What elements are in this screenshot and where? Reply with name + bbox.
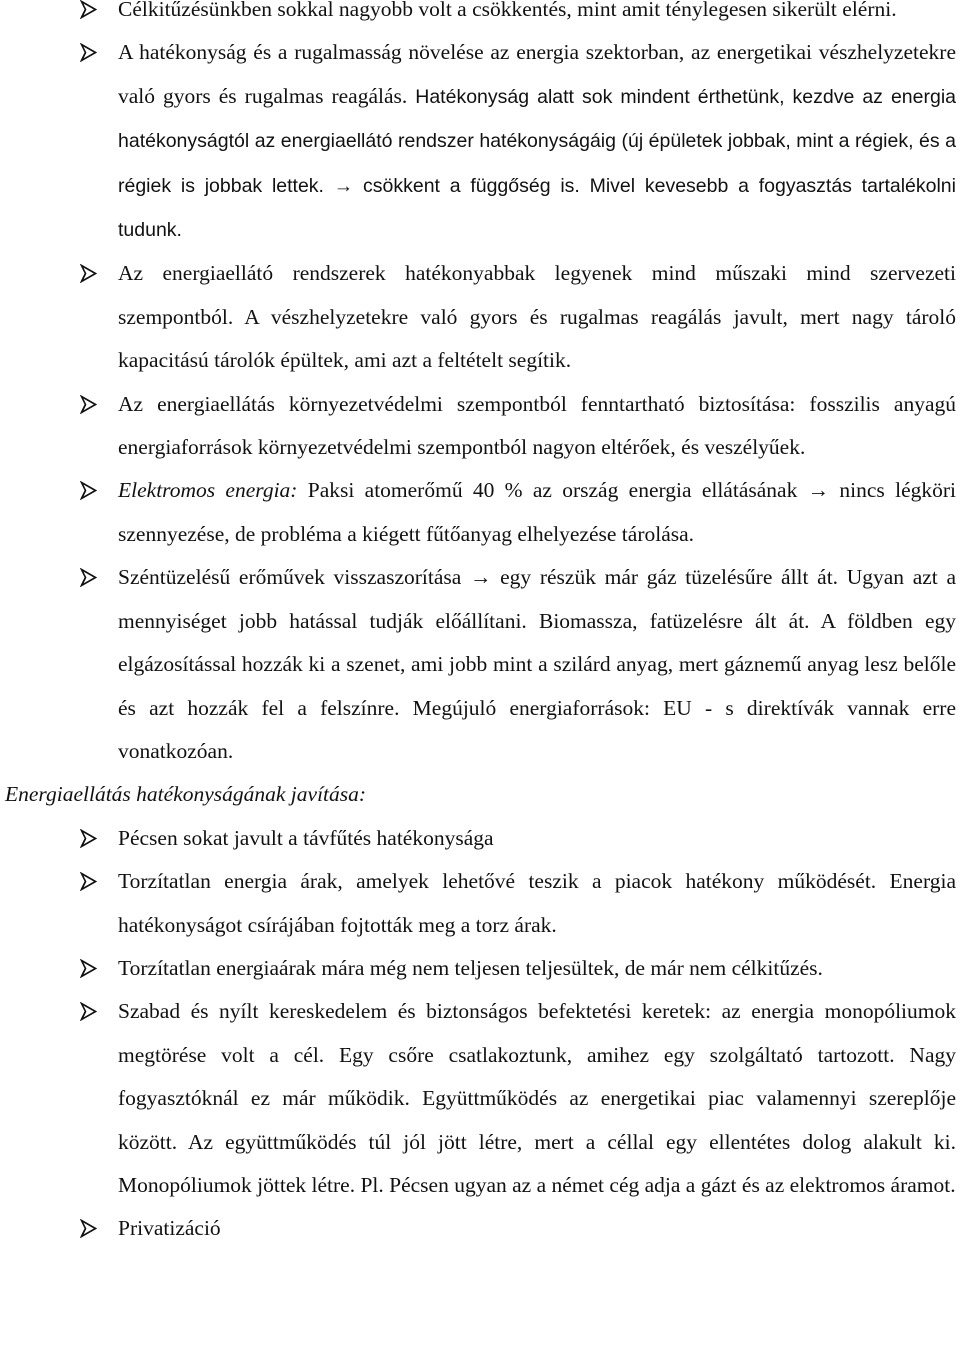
bullet-text-segment: A hatékonyság és a rugalmasság növelése az energia szektorban, az energetikai vészhelyzetekre való gyors és rugalmas reagálás. [118, 40, 956, 108]
bullet-text [118, 999, 956, 1197]
bullet-text [118, 826, 494, 850]
bullet-list-efficiency [0, 817, 960, 1251]
bullet-item [0, 0, 960, 31]
bullet-item [0, 860, 960, 947]
section-heading: Energiaellátás hatékonyságának javítása: [5, 782, 367, 807]
arrowhead-bullet-icon [80, 1207, 100, 1250]
bullet-text-segment: Az energiaellátás környezetvédelmi szempontból fenntartható biztosítása: fosszilis anyagú energiaforrások környezetvédelmi szempontból nagyon eltérőek, és veszélyűek. [118, 391, 956, 460]
bullet-text [118, 869, 956, 936]
arrowhead-bullet-icon [80, 556, 100, 599]
arrowhead-bullet-icon [80, 31, 100, 74]
bullet-text [118, 1216, 221, 1240]
bullet-text-segment: Szabad és nyílt kereskedelem és biztonságos befektetési keretek: az energia monopóliumok megtörése volt a cél. Egy csőre csatlakoztunk, amihez egy szolgáltató tartozott. Nagy fogyasztóknál ez már működik. Együttműködés az energetikai piac valamennyi szereplője között. Az együttműködés túl jól jött létre, mert a céllal egy ellentétes dolog alakult ki. Monopóliumok jöttek létre. Pl. Pécsen ugyan az a német cég adja a gázt és az elektromos áramot. [118, 999, 956, 1197]
arrowhead-bullet-icon [80, 947, 100, 990]
bullet-item [0, 556, 960, 773]
bullet-item [0, 990, 960, 1207]
bullet-text-segment: Elektromos energia: [118, 478, 298, 503]
bullet-item [0, 817, 960, 860]
bullet-item [0, 1207, 960, 1250]
bullet-text [118, 261, 956, 372]
bullet-text [118, 392, 956, 459]
bullet-text-segment: Célkitűzésünkben sokkal nagyobb volt a csökkentés, mint amit ténylegesen sikerült elérni. [118, 0, 897, 21]
bullet-item [0, 469, 960, 556]
arrowhead-bullet-icon [80, 990, 100, 1033]
bullet-text [118, 0, 897, 21]
bullet-text-segment: Széntüzelésű erőművek visszaszorítása → egy részük már gáz tüzelésűre állt át. Ugyan azt a mennyiséget jobb hatással tudják előállítani. Biomassza, fatüzelésre ált át. A földben egy elgázosítással hozzák ki a szenet, ami jobb mint a szilárd anyag, mert gáznemű anyag lesz belőle és azt hozzák fel a felszínre. Megújuló energiaforrások: EU - s direktívák vannak erre vonatkozóan. [118, 565, 956, 763]
bullet-item [0, 252, 960, 382]
bullet-text-segment: Hatékonyság alatt sok mindent érthetünk, kezdve az energia hatékonyságtól az energiaellátó rendszer hatékonyságáig (új épületek jobbak, mint a régiek, és a régiek is jobbak lettek. → csökkent a függőség is. Mivel kevesebb a fogyasztás tartalékolni tudunk. [118, 85, 956, 242]
bullet-text [118, 478, 956, 545]
bullet-text [118, 40, 956, 241]
arrowhead-bullet-icon [80, 469, 100, 512]
bullet-text-segment: Az energiaellátó rendszerek hatékonyabbak legyenek mind műszaki mind szervezeti szempontból. A vészhelyzetekre való gyors és rugalmas reagálás javult, mert nagy tároló kapacitású tárolók épültek, ami azt a feltételt segítik. [118, 261, 956, 373]
arrowhead-bullet-icon [80, 860, 100, 903]
arrowhead-bullet-icon [80, 383, 100, 426]
bullet-text-segment: Privatizáció [118, 1216, 221, 1241]
arrowhead-bullet-icon [80, 252, 100, 295]
bullet-item [0, 383, 960, 470]
bullet-item [0, 947, 960, 990]
bullet-item [0, 31, 960, 252]
bullet-text-segment: Paksi atomerőmű 40 % az ország energia ellátásának → nincs légköri szennyezése, de probléma a kiégett fűtőanyag elhelyezése tárolása. [118, 478, 956, 546]
arrowhead-bullet-icon [80, 0, 100, 31]
bullet-text-segment: Torzítatlan energia árak, amelyek lehetővé teszik a piacok hatékony működését. Energia hatékonyságot csírájában fojtották meg a torz árak. [118, 869, 956, 937]
bullet-text-segment: Pécsen sokat javult a távfűtés hatékonysága [118, 825, 494, 850]
arrowhead-bullet-icon [80, 817, 100, 860]
bullet-text-segment: Torzítatlan energiaárak mára még nem teljesen teljesültek, de már nem célkitűzés. [118, 955, 823, 980]
bullet-text [118, 565, 956, 763]
bullet-text [118, 956, 823, 980]
